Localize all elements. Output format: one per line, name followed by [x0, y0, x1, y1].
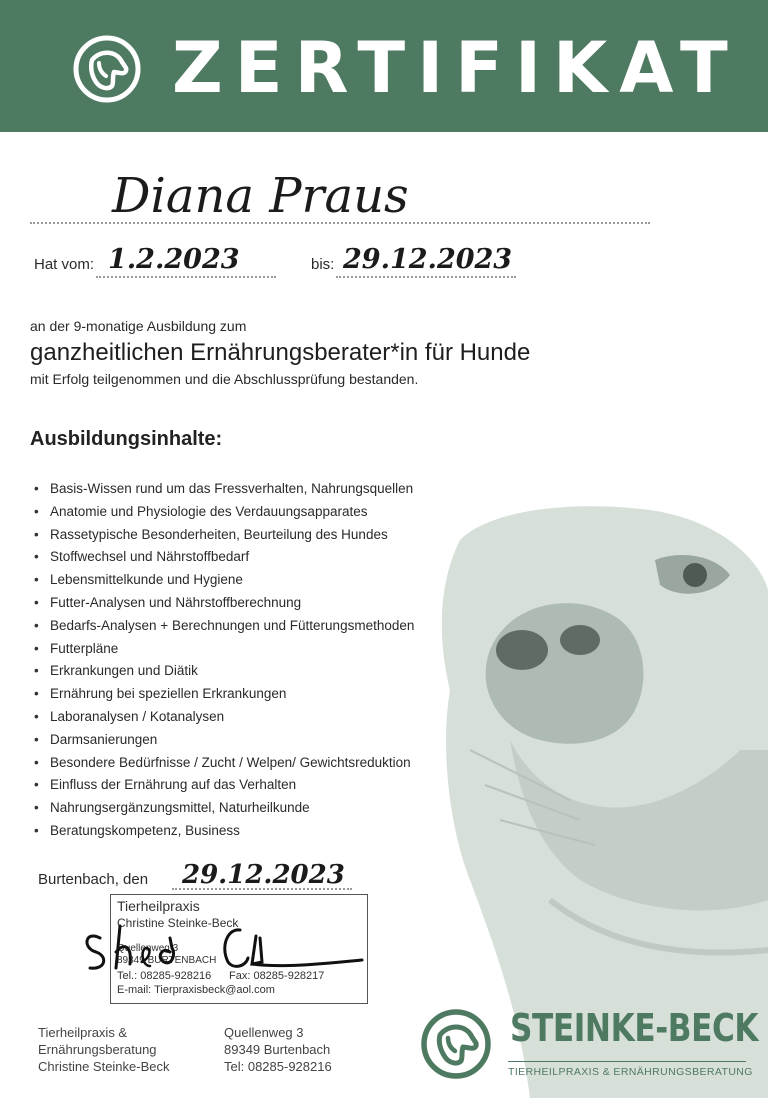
list-item: • Basis-Wissen rund um das Fressverhalten, Nahrungsquellen — [34, 479, 414, 502]
footer-practice-info — [38, 1024, 170, 1075]
from-line — [96, 276, 276, 278]
dog-head-logo-icon — [72, 34, 142, 104]
footer-line: 89349 Burtenbach — [224, 1042, 331, 1057]
from-label: Hat vom: — [34, 256, 95, 273]
list-item: • Anatomie und Physiologie des Verdauungsapparates — [34, 502, 414, 525]
list-item: • Rassetypische Besonderheiten, Beurteilung des Hundes — [34, 525, 414, 548]
course-title: ganzheitlichen Ernährungsberater*in für Hunde — [30, 339, 531, 366]
list-item: • Nahrungsergänzungsmittel, Naturheilkunde — [34, 798, 414, 821]
list-item: • Beratungskompetenz, Business — [34, 821, 414, 844]
contents-heading: Ausbildungsinhalte: — [30, 428, 223, 450]
stamp-line: 89349 BURTENBACH — [117, 955, 217, 966]
list-item: • Ernährung bei speziellen Erkrankungen — [34, 684, 414, 707]
signing-date-line — [172, 888, 352, 890]
place-label: Burtenbach, den — [38, 871, 149, 888]
list-item: • Erkrankungen und Diätik — [34, 661, 414, 684]
stamp-line: Tierheilpraxis — [117, 898, 200, 914]
participant-name: Diana Praus — [112, 168, 409, 224]
signing-date: 29.12.2023 — [182, 860, 345, 890]
name-line — [30, 222, 650, 224]
certificate-header — [0, 0, 768, 132]
list-item: • Laboranalysen / Kotanalysen — [34, 707, 414, 730]
footer-line: Tel: 08285-928216 — [224, 1059, 332, 1074]
footer-line: Tierheilpraxis & — [38, 1025, 128, 1040]
list-item: • Futter-Analysen und Nährstoffberechnung — [34, 593, 414, 616]
dog-head-logo-icon — [420, 1008, 492, 1080]
to-label: bis: — [311, 256, 335, 273]
list-item: • Darmsanierungen — [34, 730, 414, 753]
course-intro: an der 9-monatige Ausbildung zum — [30, 318, 247, 334]
list-item: • Futterpläne — [34, 639, 414, 662]
stamp-tel: Tel.: 08285-928216 — [117, 970, 212, 982]
footer-address — [224, 1024, 332, 1075]
footer-line: Quellenweg 3 — [224, 1025, 304, 1040]
footer-line: Christine Steinke-Beck — [38, 1059, 170, 1074]
brand-name: STEINKE-BECK — [510, 1006, 759, 1050]
stamp-email: E-mail: Tierpraxisbeck@aol.com — [117, 984, 275, 996]
stamp-fax: Fax: 08285-928217 — [229, 970, 325, 982]
list-item: • Besondere Bedürfnisse / Zucht / Welpen/ Gewichtsreduktion — [34, 753, 414, 776]
to-line — [336, 276, 516, 278]
to-date: 29.12.2023 — [343, 244, 513, 275]
course-result: mit Erfolg teilgenommen und die Abschlussprüfung bestanden. — [30, 371, 419, 387]
list-item: • Einfluss der Ernährung auf das Verhalten — [34, 775, 414, 798]
stamp-line: Quellenweg 3 — [117, 943, 179, 954]
brand-divider — [508, 1061, 746, 1062]
contents-list — [34, 479, 414, 844]
from-date: 1.2.2023 — [108, 244, 240, 275]
list-item: • Bedarfs-Analysen + Berechnungen und Fütterungsmethoden — [34, 616, 414, 639]
stamp-line: Christine Steinke-Beck — [117, 916, 239, 930]
certificate-title: ZERTIFIKAT — [172, 27, 740, 109]
list-item: • Stoffwechsel und Nährstoffbedarf — [34, 547, 414, 570]
signature — [80, 918, 370, 978]
brand-tagline: TIERHEILPRAXIS & ERNÄHRUNGSBERATUNG — [508, 1066, 753, 1078]
footer-line: Ernährungsberatung — [38, 1042, 157, 1057]
list-item: • Lebensmittelkunde und Hygiene — [34, 570, 414, 593]
